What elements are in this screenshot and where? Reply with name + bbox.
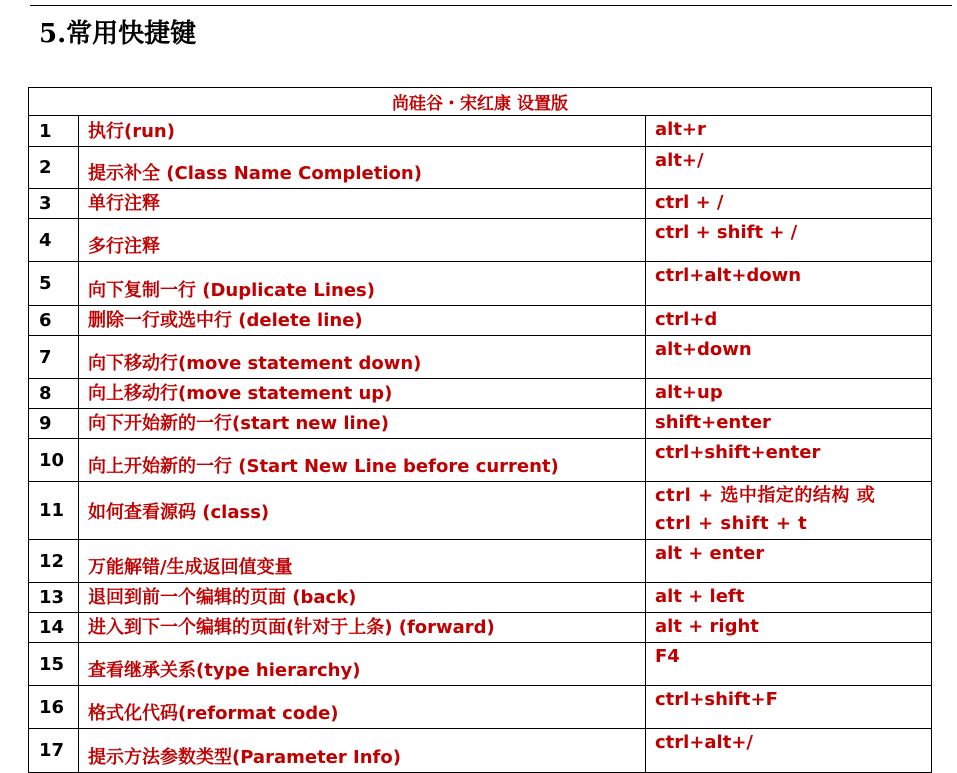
row-number: 9	[29, 409, 79, 439]
table-header: 尚硅谷・宋红康 设置版	[29, 88, 932, 116]
table-row	[29, 262, 932, 306]
shortcut-description: 如何查看源码 (class)	[79, 482, 646, 540]
table-row	[29, 147, 932, 189]
shortcut-description: 多行注释	[79, 219, 646, 262]
shortcut-description: 向下开始新的一行(start new line)	[79, 409, 646, 439]
table-row	[29, 482, 932, 540]
shortcut-description: 向下移动行(move statement down)	[79, 336, 646, 379]
shortcut-description: 查看继承关系(type hierarchy)	[79, 643, 646, 686]
shortcut-description: 退回到前一个编辑的页面 (back)	[79, 583, 646, 613]
shortcut-table	[28, 87, 932, 773]
table-row	[29, 583, 932, 613]
table-row	[29, 116, 932, 147]
shortcut-description: 万能解错/生成返回值变量	[79, 540, 646, 583]
table-row	[29, 189, 932, 219]
table-row	[29, 219, 932, 262]
table-row	[29, 643, 932, 686]
shortcut-keys: alt+r	[646, 116, 932, 147]
shortcut-keys: ctrl+alt+down	[646, 262, 932, 306]
shortcut-keys: F4	[646, 643, 932, 686]
row-number: 11	[29, 482, 79, 540]
shortcut-description: 格式化代码(reformat code)	[79, 686, 646, 729]
shortcut-keys: ctrl+shift+enter	[646, 439, 932, 482]
shortcut-keys: shift+enter	[646, 409, 932, 439]
shortcut-description: 单行注释	[79, 189, 646, 219]
shortcut-description: 进入到下一个编辑的页面(针对于上条) (forward)	[79, 613, 646, 643]
table-row	[29, 306, 932, 336]
row-number: 2	[29, 147, 79, 189]
row-number: 16	[29, 686, 79, 729]
row-number: 7	[29, 336, 79, 379]
shortcut-description: 向上移动行(move statement up)	[79, 379, 646, 409]
shortcut-keys: alt+up	[646, 379, 932, 409]
table-row	[29, 336, 932, 379]
shortcut-table-container	[28, 87, 931, 773]
table-row	[29, 379, 932, 409]
row-number: 12	[29, 540, 79, 583]
shortcut-keys: ctrl + /	[646, 189, 932, 219]
shortcut-description: 提示补全 (Class Name Completion)	[79, 147, 646, 189]
shortcut-keys: ctrl+alt+/	[646, 729, 932, 773]
table-header-row	[29, 88, 932, 116]
shortcut-description: 删除一行或选中行 (delete line)	[79, 306, 646, 336]
shortcut-keys: alt + right	[646, 613, 932, 643]
shortcut-keys-line: ctrl + 选中指定的结构 或	[655, 485, 876, 506]
row-number: 15	[29, 643, 79, 686]
row-number: 8	[29, 379, 79, 409]
table-row	[29, 686, 932, 729]
row-number: 10	[29, 439, 79, 482]
table-row	[29, 729, 932, 773]
row-number: 17	[29, 729, 79, 773]
shortcut-keys: alt + enter	[646, 540, 932, 583]
row-number: 14	[29, 613, 79, 643]
top-rule	[30, 5, 952, 6]
row-number: 13	[29, 583, 79, 613]
shortcut-keys-line: ctrl + shift + t	[655, 513, 808, 534]
section-title: 5.常用快捷键	[39, 19, 197, 49]
row-number: 1	[29, 116, 79, 147]
shortcut-keys: alt + left	[646, 583, 932, 613]
table-row	[29, 613, 932, 643]
shortcut-keys: ctrl + shift + /	[646, 219, 932, 262]
shortcut-description: 向下复制一行 (Duplicate Lines)	[79, 262, 646, 306]
shortcut-description: 向上开始新的一行 (Start New Line before current)	[79, 439, 646, 482]
table-row	[29, 439, 932, 482]
shortcut-description: 提示方法参数类型(Parameter Info)	[79, 729, 646, 773]
row-number: 3	[29, 189, 79, 219]
shortcut-keys	[646, 482, 932, 540]
shortcut-keys: alt+/	[646, 147, 932, 189]
shortcut-description: 执行(run)	[79, 116, 646, 147]
shortcut-keys: ctrl+d	[646, 306, 932, 336]
row-number: 5	[29, 262, 79, 306]
table-row	[29, 409, 932, 439]
shortcut-keys: ctrl+shift+F	[646, 686, 932, 729]
table-row	[29, 540, 932, 583]
row-number: 6	[29, 306, 79, 336]
shortcut-keys: alt+down	[646, 336, 932, 379]
row-number: 4	[29, 219, 79, 262]
